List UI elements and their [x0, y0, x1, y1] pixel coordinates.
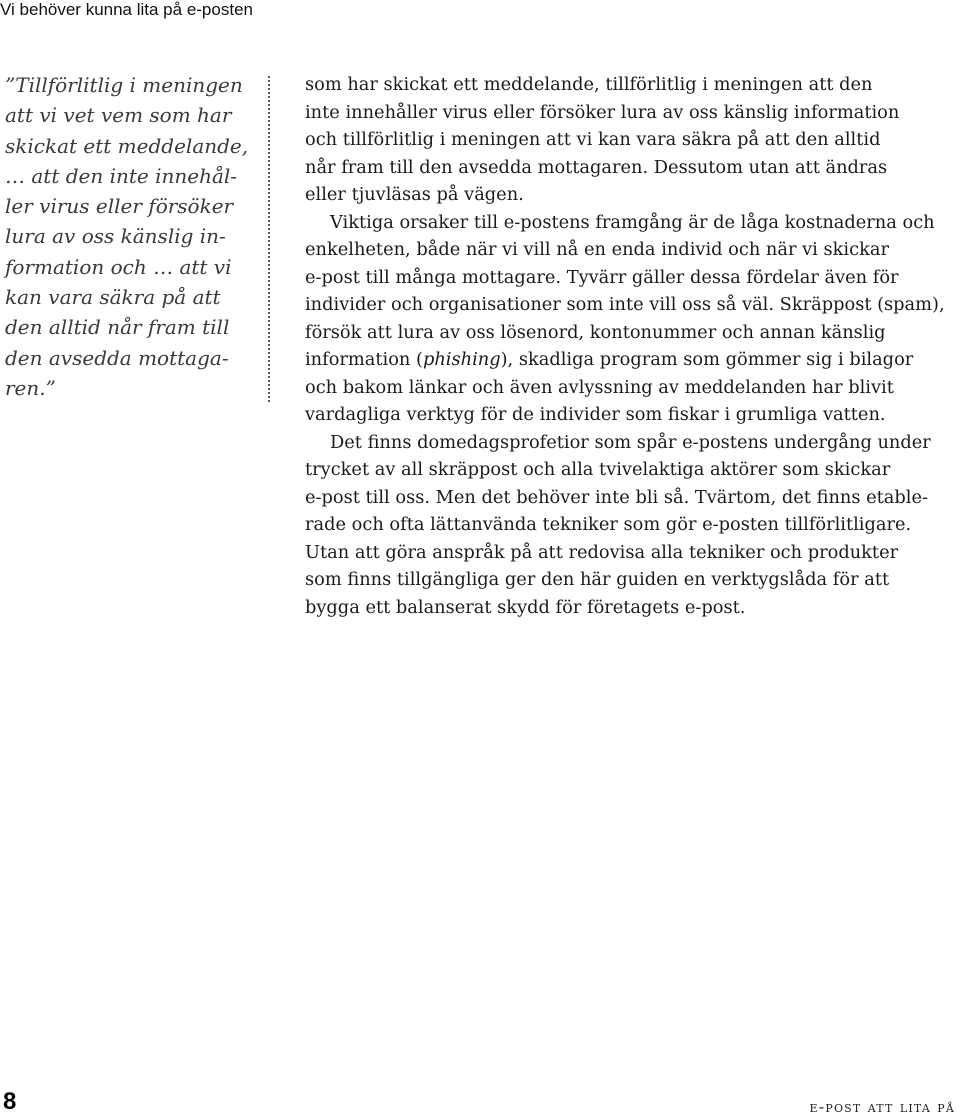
pull-quote-line: lura av oss känslig in- [5, 224, 226, 249]
emphasis-term: phishing [422, 349, 501, 370]
pull-quote-line: kan vara säkra på att [5, 285, 221, 310]
text-line: rade och ofta lättanvända tekniker som gör e-posten tillförlitligare. [305, 514, 912, 535]
dotted-divider [268, 76, 270, 402]
text-line: som finns tillgängliga ger den här guiden en verktygslåda för att [305, 569, 890, 590]
running-footer: e-post att lita på [809, 1097, 955, 1116]
text-line: inte innehåller virus eller försöker lura av oss känslig information [305, 101, 900, 123]
pull-quote [5, 70, 260, 403]
text-line: och tillförlitlig i meningen att vi kan vara säkra på att den alltid [305, 129, 881, 150]
text-line: når fram till den avsedda mottagaren. Dessutom utan att ändras [305, 156, 888, 178]
pull-quote-line: … att den inte innehål- [5, 163, 238, 188]
text-line: e-post till många mottagare. Tyvärr gäller dessa fördelar även för [305, 266, 899, 288]
pull-quote-line: att vi vet vem som har [5, 103, 232, 128]
pull-quote-line: ”Tillförlitlig i meningen [5, 73, 243, 97]
text-line: Det finns domedagsprofetior som spår e-postens undergång under [330, 431, 931, 453]
text-line: e-post till oss. Men det behöver inte bli så. Tvärtom, det finns etable- [305, 486, 929, 508]
paragraph-1 [305, 71, 957, 209]
text-line: som har skickat ett meddelande, tillförlitlig i meningen att den [305, 74, 873, 95]
pull-quote-line: formation och … att vi [5, 254, 232, 279]
pull-quote-line: skickat ett meddelande, [5, 133, 249, 158]
text-line: bygga ett balanserat skydd för företagets e-post. [305, 596, 746, 618]
pull-quote-line: ler virus eller försöker [5, 194, 234, 219]
text-line: Utan att göra anspråk på att redovisa alla tekniker och produkter [305, 541, 899, 563]
text-line: eller tjuvläsas på vägen. [305, 184, 524, 205]
pull-quote-line: den alltid når fram till [5, 315, 230, 340]
text-line: Viktiga orsaker till e-postens framgång är de låga kostnaderna och [330, 211, 935, 233]
page-number: 8 [3, 1088, 17, 1115]
paragraph-2 [305, 209, 957, 429]
text-line: försök att lura av oss lösenord, kontonummer och annan känslig [305, 321, 886, 343]
body-text [305, 71, 957, 621]
running-header: Vi behöver kunna lita på e-posten [0, 0, 253, 19]
text-line: information (phishing), skadliga program som gömmer sig i bilagor [305, 349, 914, 370]
text-line: enkelheten, både när vi vill nå en enda individ och när vi skickar [305, 239, 889, 260]
text-line: trycket av all skräppost och alla tvivelaktiga aktörer som skickar [305, 459, 891, 480]
pull-quote-line: den avsedda mottaga- [5, 345, 229, 370]
text-line: och bakom länkar och även avlyssning av meddelanden har blivit [305, 376, 894, 398]
text-line: individer och organisationer som inte vill oss så väl. Skräppost (spam), [305, 294, 945, 315]
paragraph-3 [305, 429, 957, 622]
pull-quote-line: ren.” [5, 375, 56, 400]
text-line: vardagliga verktyg för de individer som fiskar i grumliga vatten. [305, 404, 886, 425]
